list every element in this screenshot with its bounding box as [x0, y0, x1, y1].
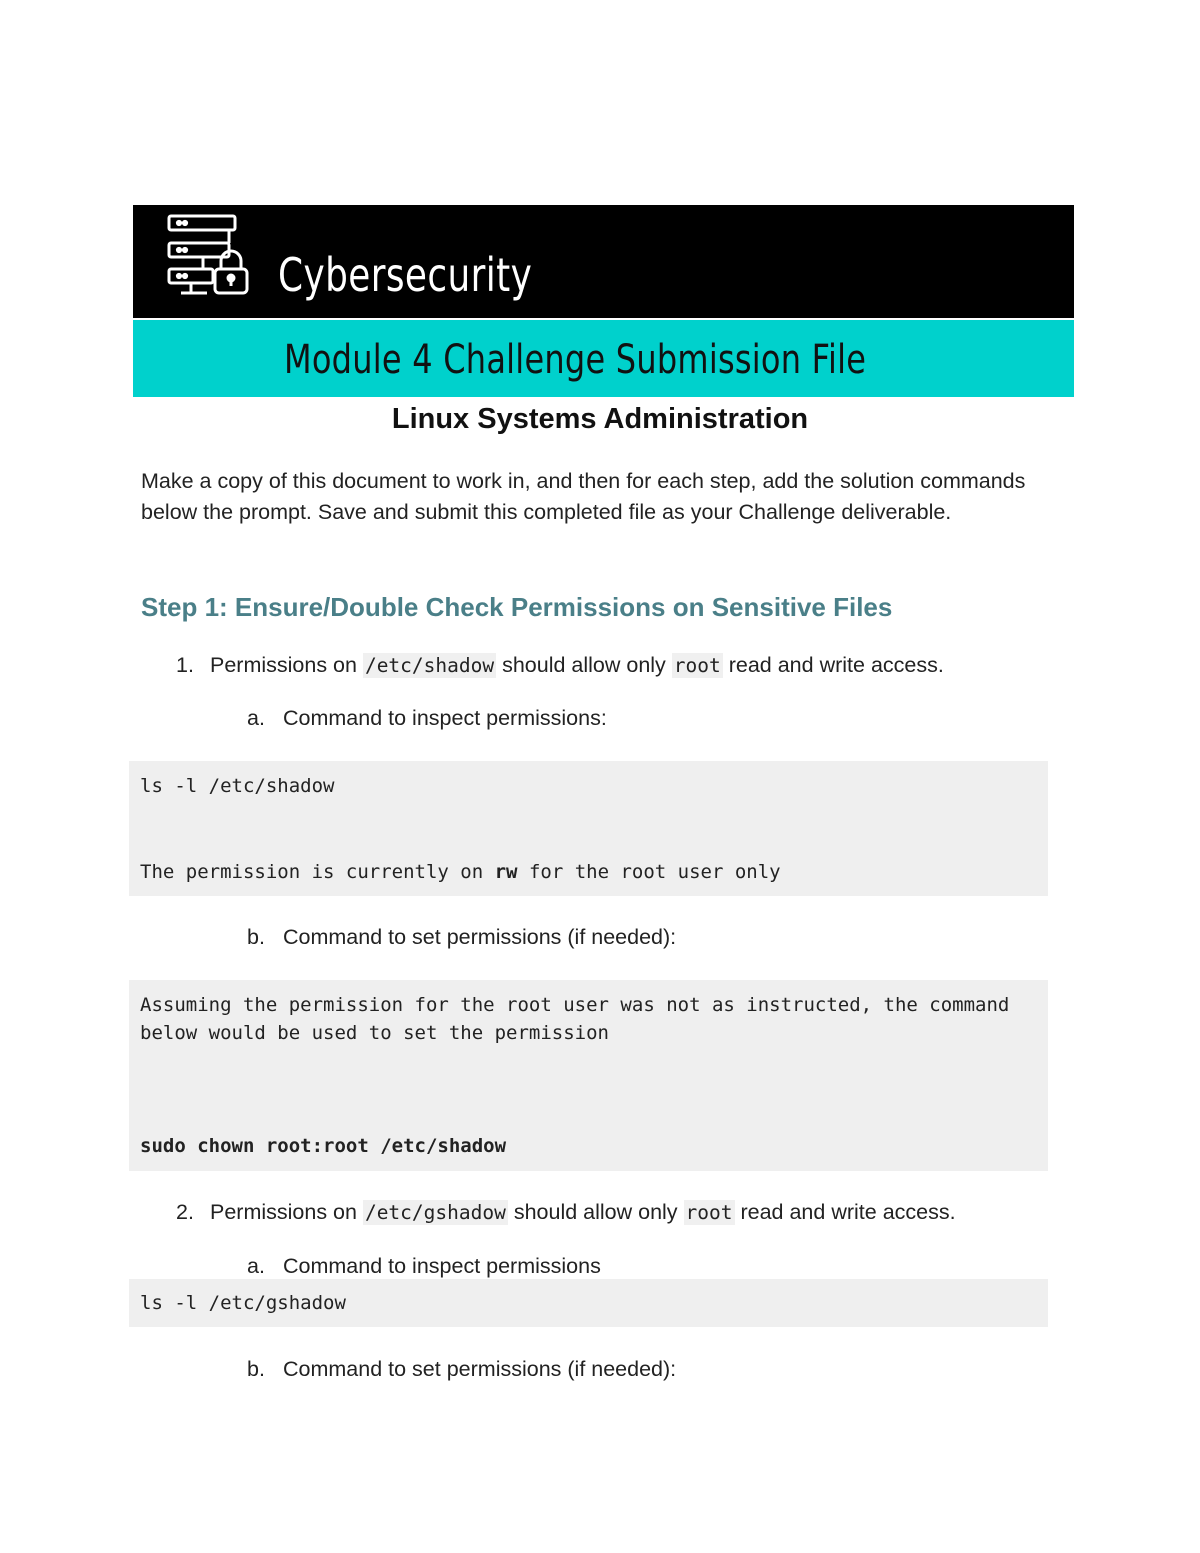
server-lock-icon	[167, 213, 251, 297]
inline-code-user: root	[673, 654, 721, 677]
sub-item-label: Command to set permissions (if needed):	[283, 925, 677, 949]
inline-code-path: /etc/gshadow	[364, 1201, 506, 1224]
sub-item-label: Command to set permissions (if needed):	[283, 1357, 677, 1381]
code-bold-text: rw	[494, 861, 518, 883]
code-block-2a	[129, 1279, 1048, 1327]
inline-code-path: /etc/shadow	[364, 654, 495, 677]
code-command: sudo chown root:root /etc/shadow	[140, 1135, 507, 1157]
item-text-post: read and write access.	[734, 1200, 956, 1224]
sub-item-label: Command to inspect permissions	[283, 1254, 601, 1278]
sub-item-letter: a.	[247, 1254, 265, 1278]
document-title: Linux Systems Administration	[391, 403, 809, 435]
item-text-mid: should allow only	[496, 653, 672, 677]
item-text-pre: Permissions on	[210, 1200, 363, 1224]
brand-title: Cybersecurity	[278, 248, 533, 302]
step-1-heading: Step 1: Ensure/Double Check Permissions on Sensitive Files	[141, 592, 893, 622]
code-text: The permission is currently on	[140, 861, 495, 883]
list-number: 1.	[176, 653, 194, 677]
sub-item-letter: a.	[247, 706, 265, 730]
intro-paragraph: Make a copy of this document to work in, and then for each step, add the solution commands below the prompt. Save and submit this completed file as your Challenge deliverable.	[141, 469, 1026, 524]
sub-item-2b	[247, 1354, 676, 1384]
item-text-mid: should allow only	[507, 1200, 684, 1224]
sub-item-label: Command to inspect permissions:	[283, 706, 607, 730]
code-line	[140, 1132, 506, 1160]
sub-item-1a	[247, 703, 607, 733]
code-line: ls -l /etc/shadow	[140, 775, 335, 797]
list-item-2	[176, 1197, 956, 1228]
code-block-1b	[129, 980, 1048, 1171]
sub-item-letter: b.	[247, 925, 265, 949]
module-banner	[133, 320, 1074, 397]
sub-item-1b	[247, 922, 676, 952]
header-banner	[133, 205, 1074, 318]
sub-item-letter: b.	[247, 1357, 265, 1381]
module-title: Module 4 Challenge Submission File	[284, 337, 867, 383]
code-block-1a	[129, 761, 1048, 896]
list-number: 2.	[176, 1200, 194, 1224]
sub-item-2a	[247, 1251, 601, 1281]
item-text-pre: Permissions on	[210, 653, 363, 677]
list-item-1	[176, 650, 944, 681]
inline-code-user: root	[685, 1201, 733, 1224]
code-line: below would be used to set the permission	[140, 1022, 609, 1044]
code-line: Assuming the permission for the root user was not as instructed, the command	[140, 994, 1010, 1016]
code-line: ls -l /etc/gshadow	[140, 1292, 346, 1314]
code-text: for the root user only	[517, 861, 781, 883]
code-line	[140, 858, 781, 886]
item-text-post: read and write access.	[722, 653, 944, 677]
